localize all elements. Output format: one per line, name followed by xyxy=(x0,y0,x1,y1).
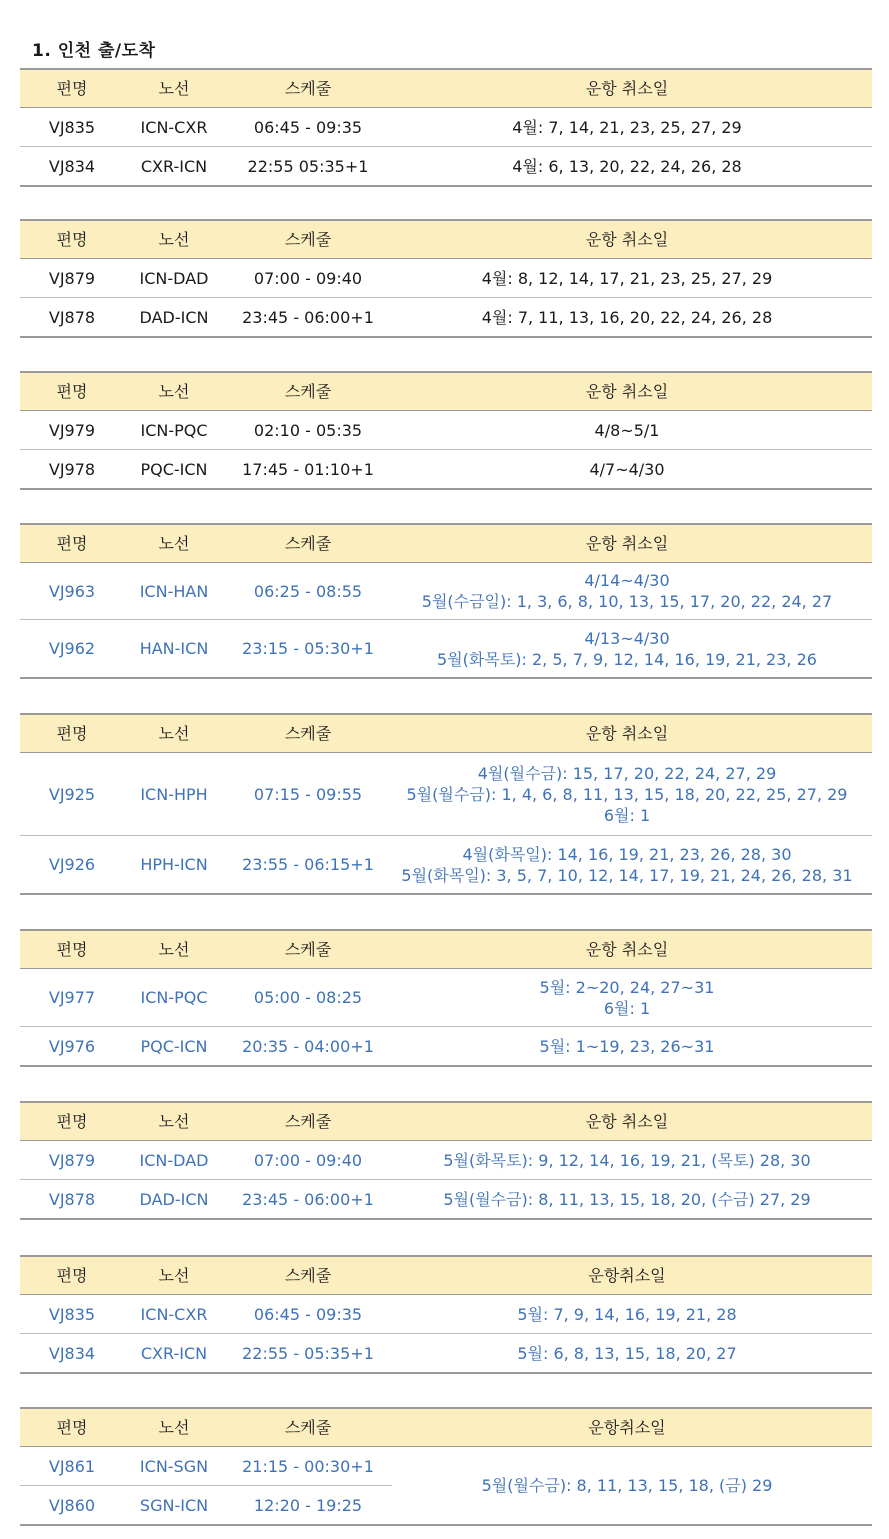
flight-number: VJ962 xyxy=(48,639,96,658)
cancel-line: 5월(화목일): 3, 5, 7, 10, 12, 14, 17, 19, 21, 24, 26, 28, 31 xyxy=(401,865,853,885)
schedule: 06:45 - 09:35 xyxy=(253,1304,363,1324)
section-title: 1. 인천 출/도착 xyxy=(32,41,156,61)
cancel-line: 5월: 6, 8, 13, 15, 18, 20, 27 xyxy=(517,1343,737,1363)
route: HPH-ICN xyxy=(140,855,208,874)
header-schedule: 스케줄 xyxy=(284,940,332,959)
cancel-dates xyxy=(392,156,872,177)
route: ICN-PQC xyxy=(140,988,208,1007)
header-route: 노선 xyxy=(158,382,190,401)
route: ICN-HAN xyxy=(139,581,209,601)
schedule: 07:15 - 09:55 xyxy=(253,784,363,804)
table-row xyxy=(20,108,872,146)
schedule: 07:00 - 09:40 xyxy=(253,268,363,288)
cancel-dates xyxy=(392,1150,872,1171)
cancel-dates xyxy=(392,1343,872,1364)
schedule: 20:35 - 04:00+1 xyxy=(242,1036,374,1056)
cancel-line: 4월(월수금): 15, 17, 20, 22, 24, 27, 29 xyxy=(477,763,777,783)
flight-table xyxy=(20,1407,872,1526)
header-schedule: 스케줄 xyxy=(284,1112,332,1131)
table-row xyxy=(20,619,872,677)
route: DAD-ICN xyxy=(139,307,209,327)
table-row xyxy=(20,1179,872,1218)
route: CXR-ICN xyxy=(140,1343,208,1363)
cancel-line: 4월: 8, 12, 14, 17, 21, 23, 25, 27, 29 xyxy=(481,268,773,288)
header-schedule: 스케줄 xyxy=(284,230,332,249)
cancel-line: 5월(수금일): 1, 3, 6, 8, 10, 13, 15, 17, 20, 22, 24, 27 xyxy=(421,592,833,611)
cancel-dates xyxy=(392,268,872,289)
table-row xyxy=(20,753,872,835)
cancel-line: 4/7~4/30 xyxy=(589,459,665,479)
cancel-line: 5월: 7, 9, 14, 16, 19, 21, 28 xyxy=(517,1304,737,1324)
header-schedule: 스케줄 xyxy=(284,1418,332,1437)
header-flight: 편명 xyxy=(56,79,88,98)
header-route: 노선 xyxy=(158,1418,190,1437)
table-row xyxy=(20,1026,872,1065)
flight-number: VJ834 xyxy=(48,1343,96,1363)
header-cancel: 운항 취소일 xyxy=(585,724,669,743)
cancel-dates xyxy=(392,307,872,328)
flight-table xyxy=(20,1101,872,1220)
cancel-dates xyxy=(392,628,872,670)
flight-number: VJ979 xyxy=(48,420,96,440)
flight-table xyxy=(20,68,872,187)
schedule: 06:25 - 08:55 xyxy=(253,581,363,601)
schedule: 21:15 - 00:30+1 xyxy=(242,1456,374,1476)
flight-number: VJ861 xyxy=(48,1456,96,1476)
route: DAD-ICN xyxy=(139,1189,209,1209)
cancel-dates xyxy=(392,763,872,826)
header-flight: 편명 xyxy=(56,382,88,401)
cancel-dates xyxy=(392,977,872,1019)
table-row xyxy=(20,297,872,336)
header-route: 노선 xyxy=(158,534,190,553)
table-row xyxy=(20,1447,392,1485)
flight-number: VJ978 xyxy=(48,459,96,479)
cancel-line: 5월: 1~19, 23, 26~31 xyxy=(539,1036,715,1056)
header-flight: 편명 xyxy=(56,940,88,959)
header-flight: 편명 xyxy=(56,724,88,743)
cancel-line: 4/14~4/30 xyxy=(584,571,670,590)
schedule: 07:00 - 09:40 xyxy=(253,1150,363,1170)
cancel-dates xyxy=(392,844,872,886)
header-schedule: 스케줄 xyxy=(284,1266,332,1285)
schedule: 12:20 - 19:25 xyxy=(253,1495,363,1515)
route: ICN-PQC xyxy=(140,420,208,440)
flight-number: VJ835 xyxy=(48,117,96,137)
table-header xyxy=(20,70,872,108)
cancel-dates xyxy=(392,117,872,138)
cancel-line: 4/13~4/30 xyxy=(584,628,670,648)
flight-table xyxy=(20,219,872,338)
cancel-line: 5월(월수금): 1, 4, 6, 8, 11, 13, 15, 18, 20, 22, 25, 27, 29 xyxy=(406,784,848,804)
cancel-line: 5월(화목토): 9, 12, 14, 16, 19, 21, (목토) 28, 30 xyxy=(443,1150,811,1170)
schedule: 22:55 - 05:35+1 xyxy=(242,1343,374,1363)
header-cancel: 운항 취소일 xyxy=(585,230,669,249)
cancel-dates xyxy=(392,1189,872,1210)
route: ICN-CXR xyxy=(140,1304,208,1324)
schedule: 06:45 - 09:35 xyxy=(253,117,363,137)
cancel-dates xyxy=(392,1036,872,1057)
schedule: 23:45 - 06:00+1 xyxy=(242,1189,374,1209)
table-header xyxy=(20,931,872,969)
flight-number: VJ963 xyxy=(48,581,96,601)
cancel-line: 6월: 1 xyxy=(603,998,651,1018)
cancel-dates xyxy=(392,570,872,612)
header-route: 노선 xyxy=(158,1112,190,1131)
route: ICN-HPH xyxy=(140,784,208,804)
cancel-line: 4월: 7, 11, 13, 16, 20, 22, 24, 26, 28 xyxy=(481,307,773,327)
route: PQC-ICN xyxy=(140,459,208,479)
schedule: 22:55 05:35+1 xyxy=(247,156,369,176)
cancel-line: 5월: 2~20, 24, 27~31 xyxy=(539,977,715,997)
header-schedule: 스케줄 xyxy=(284,382,332,401)
cancel-line: 4/8~5/1 xyxy=(594,420,660,440)
flight-table xyxy=(20,713,872,895)
table-header xyxy=(20,715,872,753)
header-cancel: 운항 취소일 xyxy=(585,1112,669,1131)
flight-number: VJ926 xyxy=(48,855,96,874)
header-cancel: 운항 취소일 xyxy=(585,534,669,553)
merged-left xyxy=(20,1447,392,1524)
flight-number: VJ925 xyxy=(48,784,96,804)
flight-number: VJ977 xyxy=(48,988,96,1007)
route: ICN-DAD xyxy=(139,1150,209,1170)
table-header xyxy=(20,1257,872,1295)
table-header xyxy=(20,373,872,411)
cancel-line: 4월: 7, 14, 21, 23, 25, 27, 29 xyxy=(512,117,742,137)
header-flight: 편명 xyxy=(56,1266,88,1285)
table-row xyxy=(20,835,872,893)
flight-number: VJ878 xyxy=(48,307,96,327)
cancel-line: 5월(월수금): 8, 11, 13, 15, 18, 20, (수금) 27, 29 xyxy=(443,1189,811,1209)
header-cancel: 운항 취소일 xyxy=(585,940,669,959)
schedule: 02:10 - 05:35 xyxy=(253,420,363,440)
merged-rows xyxy=(20,1447,872,1524)
header-cancel: 운항취소일 xyxy=(588,1266,666,1285)
table-row xyxy=(20,146,872,185)
flight-number: VJ976 xyxy=(48,1036,96,1056)
flight-table xyxy=(20,1255,872,1374)
header-route: 노선 xyxy=(158,1266,190,1285)
table-row xyxy=(20,563,872,619)
table-row xyxy=(20,259,872,297)
flight-number: VJ860 xyxy=(48,1495,96,1515)
table-row xyxy=(20,1295,872,1333)
cancel-line: 4월(화목일): 14, 16, 19, 21, 23, 26, 28, 30 xyxy=(462,844,792,864)
header-route: 노선 xyxy=(158,724,190,743)
cancel-dates xyxy=(392,420,872,441)
flight-table xyxy=(20,371,872,490)
table-row xyxy=(20,449,872,488)
schedule: 23:55 - 06:15+1 xyxy=(242,855,374,874)
schedule: 23:15 - 05:30+1 xyxy=(242,639,374,658)
cancel-line: 4월: 6, 13, 20, 22, 24, 26, 28 xyxy=(512,156,742,176)
route: ICN-CXR xyxy=(140,117,208,137)
header-schedule: 스케줄 xyxy=(284,724,332,743)
table-header xyxy=(20,1409,872,1447)
route: ICN-SGN xyxy=(139,1456,209,1476)
flight-number: VJ835 xyxy=(48,1304,96,1324)
header-cancel: 운항 취소일 xyxy=(585,382,669,401)
flight-table xyxy=(20,929,872,1067)
flight-number: VJ834 xyxy=(48,156,96,176)
table-header xyxy=(20,525,872,563)
route: HAN-ICN xyxy=(139,639,209,658)
header-flight: 편명 xyxy=(56,1418,88,1437)
flight-number: VJ878 xyxy=(48,1189,96,1209)
table-row xyxy=(20,411,872,449)
cancel-dates xyxy=(392,1304,872,1325)
flight-number: VJ879 xyxy=(48,1150,96,1170)
route: SGN-ICN xyxy=(139,1495,209,1515)
header-flight: 편명 xyxy=(56,1112,88,1131)
header-cancel: 운항 취소일 xyxy=(585,79,669,98)
route: PQC-ICN xyxy=(140,1036,208,1056)
header-route: 노선 xyxy=(158,230,190,249)
header-route: 노선 xyxy=(158,79,190,98)
header-flight: 편명 xyxy=(56,230,88,249)
header-route: 노선 xyxy=(158,940,190,959)
table-row xyxy=(20,969,872,1026)
table-row xyxy=(20,1141,872,1179)
flight-number: VJ879 xyxy=(48,268,96,288)
cancel-dates xyxy=(392,1447,872,1524)
header-cancel: 운항취소일 xyxy=(588,1418,666,1437)
cancel-line: 5월(화목토): 2, 5, 7, 9, 12, 14, 16, 19, 21, 23, 26 xyxy=(437,649,817,669)
table-header xyxy=(20,221,872,259)
header-flight: 편명 xyxy=(56,534,88,553)
table-row xyxy=(20,1333,872,1372)
cancel-dates xyxy=(392,459,872,480)
schedule: 17:45 - 01:10+1 xyxy=(242,459,374,479)
header-schedule: 스케줄 xyxy=(284,79,332,98)
cancel-line: 6월: 1 xyxy=(603,805,651,825)
table-header xyxy=(20,1103,872,1141)
schedule: 05:00 - 08:25 xyxy=(253,988,363,1007)
schedule: 23:45 - 06:00+1 xyxy=(242,307,374,327)
table-row xyxy=(20,1485,392,1524)
route: CXR-ICN xyxy=(140,156,208,176)
header-schedule: 스케줄 xyxy=(284,534,332,553)
route: ICN-DAD xyxy=(139,268,209,288)
flight-table xyxy=(20,523,872,679)
cancel-line: 5월(월수금): 8, 11, 13, 15, 18, (금) 29 xyxy=(481,1476,773,1495)
